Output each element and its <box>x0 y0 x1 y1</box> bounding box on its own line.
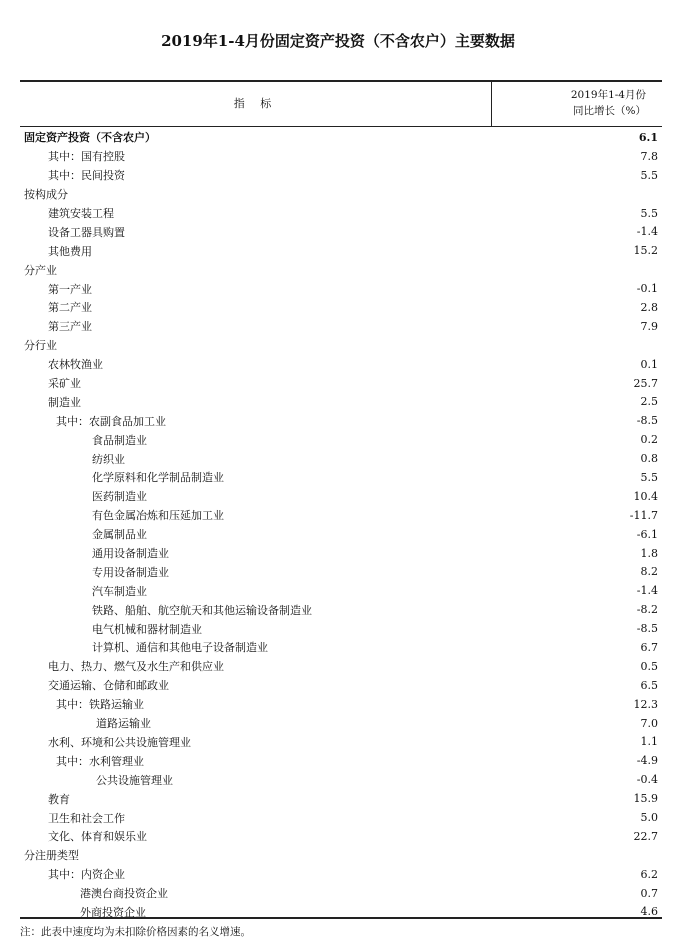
row-value: 5.0 <box>640 811 658 824</box>
row-label: 采矿业 <box>48 377 81 391</box>
row-value: -11.7 <box>629 508 658 522</box>
row-label: 第三产业 <box>48 320 92 334</box>
row-value: 10.4 <box>633 489 658 503</box>
table-row <box>20 241 662 260</box>
row-label: 第一产业 <box>48 282 92 296</box>
row-value: 7.8 <box>640 149 658 163</box>
row-label: 按构成分 <box>24 188 68 202</box>
table-row <box>20 808 662 827</box>
row-label: 外商投资企业 <box>80 905 146 919</box>
row-value: 8.2 <box>640 565 658 579</box>
table-header-rule <box>20 126 662 127</box>
row-label: 汽车制造业 <box>92 584 147 598</box>
row-value: 4.6 <box>640 905 658 919</box>
row-label: 其中：铁路运输业 <box>56 698 144 712</box>
table-row <box>20 657 662 676</box>
row-value: 1.8 <box>640 546 658 560</box>
table-row <box>20 827 662 846</box>
table-row <box>20 355 662 374</box>
header-divider <box>491 80 492 126</box>
header-indicator: 指 标 <box>233 97 278 110</box>
row-value: 0.2 <box>640 433 658 447</box>
row-value: 6.5 <box>640 678 658 692</box>
row-label: 公共设施管理业 <box>96 773 173 787</box>
table-row <box>20 147 662 166</box>
table-row <box>20 185 662 204</box>
table-row <box>20 392 662 411</box>
table-row <box>20 770 662 789</box>
row-value: -4.9 <box>636 754 658 768</box>
row-value: 2.8 <box>640 300 658 314</box>
row-label: 教育 <box>48 792 70 806</box>
table-row <box>20 487 662 506</box>
table-row <box>20 317 662 336</box>
row-value: 5.5 <box>640 470 658 484</box>
row-label: 分注册类型 <box>24 849 79 863</box>
table-row <box>20 581 662 600</box>
table-row <box>20 336 662 355</box>
row-value: 0.5 <box>640 659 658 673</box>
row-label: 其中：农副食品加工业 <box>56 414 166 428</box>
row-value: 1.1 <box>640 735 658 749</box>
row-value: 6.2 <box>640 867 658 881</box>
table-row <box>20 506 662 525</box>
table-row <box>20 166 662 185</box>
row-label: 化学原料和化学制品制造业 <box>92 471 224 485</box>
row-value: 25.7 <box>633 376 658 390</box>
table-row <box>20 884 662 903</box>
table-row <box>20 544 662 563</box>
table-row <box>20 222 662 241</box>
footnote: 注：此表中速度均为未扣除价格因素的名义增速。 <box>20 926 251 938</box>
row-label: 电气机械和器材制造业 <box>92 622 202 636</box>
header-value-line1: 2019年1-4月份 <box>570 89 646 101</box>
row-value: 12.3 <box>633 697 658 711</box>
row-label: 其中：国有控股 <box>48 150 125 164</box>
row-label: 交通运输、仓储和邮政业 <box>48 679 169 693</box>
table-row <box>20 468 662 487</box>
table-body <box>20 128 662 921</box>
table-row <box>20 676 662 695</box>
table-bottom-rule <box>20 917 662 919</box>
row-label: 其中：民间投资 <box>48 169 125 183</box>
row-value: 7.9 <box>640 319 658 333</box>
row-label: 医药制造业 <box>92 490 147 504</box>
row-label: 金属制品业 <box>92 528 147 542</box>
row-label: 计算机、通信和其他电子设备制造业 <box>92 641 268 655</box>
row-value: -8.2 <box>636 603 658 617</box>
table-row <box>20 128 662 147</box>
table-row <box>20 695 662 714</box>
table-row <box>20 846 662 865</box>
row-value: -1.4 <box>636 584 658 598</box>
row-value: 6.1 <box>638 130 658 144</box>
table-row <box>20 279 662 298</box>
row-label: 其他费用 <box>48 244 92 258</box>
row-label: 铁路、船舶、航空航天和其他运输设备制造业 <box>92 603 312 617</box>
row-label: 道路运输业 <box>96 717 151 731</box>
row-label: 水利、环境和公共设施管理业 <box>48 735 191 749</box>
row-value: 15.9 <box>633 792 658 806</box>
row-value: -6.1 <box>636 527 658 541</box>
row-value: 5.5 <box>640 168 658 182</box>
row-label: 分行业 <box>24 339 57 353</box>
table-row <box>20 865 662 884</box>
table-row <box>20 411 662 430</box>
row-value: 15.2 <box>633 244 658 258</box>
table-row <box>20 525 662 544</box>
row-label: 分产业 <box>24 263 57 277</box>
row-value: -8.5 <box>636 622 658 636</box>
page-title: 2019年1-4月份固定资产投资（不含农户）主要数据 <box>161 32 515 50</box>
table-row <box>20 298 662 317</box>
table-row <box>20 260 662 279</box>
table-row <box>20 374 662 393</box>
row-label: 专用设备制造业 <box>92 565 169 579</box>
row-label: 固定资产投资（不含农户） <box>24 131 156 145</box>
row-value: -0.4 <box>636 773 658 787</box>
row-label: 第二产业 <box>48 301 92 315</box>
row-label: 纺织业 <box>92 452 125 466</box>
row-value: 5.5 <box>640 206 658 220</box>
row-value: 2.5 <box>640 395 658 409</box>
row-value: -1.4 <box>636 225 658 239</box>
row-label: 设备工器具购置 <box>48 225 125 239</box>
table-row <box>20 449 662 468</box>
table-row <box>20 600 662 619</box>
table-row <box>20 638 662 657</box>
row-label: 卫生和社会工作 <box>48 811 125 825</box>
row-label: 其中：水利管理业 <box>56 754 144 768</box>
row-label: 建筑安装工程 <box>48 207 114 220</box>
row-label: 有色金属冶炼和压延加工业 <box>92 509 224 523</box>
row-value: 0.8 <box>640 452 658 466</box>
row-label: 制造业 <box>48 395 81 409</box>
table-row <box>20 789 662 808</box>
header-value <box>496 87 646 119</box>
table-row <box>20 619 662 638</box>
row-value: 22.7 <box>633 829 658 843</box>
row-value: 7.0 <box>640 716 658 730</box>
header-value-line2: 同比增长（%） <box>573 105 646 117</box>
row-label: 其中：内资企业 <box>48 868 125 882</box>
table-row <box>20 562 662 581</box>
row-value: 6.7 <box>640 640 658 654</box>
row-label: 港澳台商投资企业 <box>80 887 168 901</box>
row-value: -8.5 <box>636 414 658 428</box>
row-value: -0.1 <box>636 282 658 296</box>
table-row <box>20 204 662 223</box>
row-label: 通用设备制造业 <box>92 547 169 561</box>
table-row <box>20 751 662 770</box>
row-label: 食品制造业 <box>92 433 147 447</box>
row-label: 农林牧渔业 <box>48 358 103 372</box>
table-row <box>20 733 662 752</box>
row-value: 0.1 <box>640 357 658 371</box>
row-value: 0.7 <box>640 886 658 900</box>
row-label: 文化、体育和娱乐业 <box>48 830 147 844</box>
table-row <box>20 430 662 449</box>
table-row <box>20 714 662 733</box>
row-label: 电力、热力、燃气及水生产和供应业 <box>48 660 224 674</box>
